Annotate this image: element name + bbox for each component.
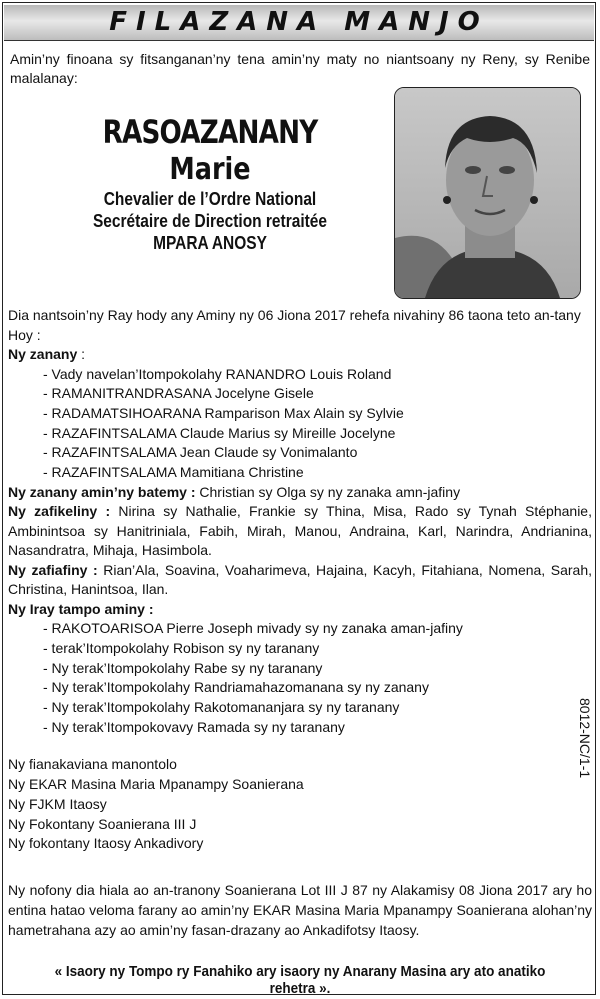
deceased-title-3: MPARA ANOSY — [153, 233, 267, 253]
list-item: Ny fokontany Itaosy Ankadivory — [8, 835, 204, 852]
children-list — [8, 365, 592, 483]
godchildren-text: Christian sy Olga sy ny zanaka amn-jafiny — [195, 483, 461, 500]
list-item: - Ny terak’Itompokovavy Ramada sy ny taranany — [43, 718, 345, 735]
banner — [4, 5, 594, 41]
children-label: Ny zanany — [8, 346, 78, 362]
banner-title: FILAZANA MANJO — [109, 7, 489, 37]
grandchildren-label: Ny zafikeliny : — [8, 503, 111, 520]
portrait-photo — [394, 87, 581, 299]
godchildren-label: Ny zanany amin’ny batemy : — [8, 483, 196, 500]
grandchildren-text: Nirina sy Nathalie, Frankie sy Thina, Misa, Rado sy Tynah Stéphanie, Ambinintsoa sy Hanitriniala, Fabih, Mirah, Manou, Andraina, Karl, Narindra, Andrianina, Nasandratra, Mihaja, Hasimbola. — [8, 503, 592, 559]
deceased-title-2: Secrétaire de Direction retraitée — [92, 211, 328, 231]
great-grandchildren-paragraph — [8, 561, 592, 600]
children-heading — [8, 345, 592, 365]
list-item: - RAKOTOARISOA Pierre Joseph mivady sy ny zanaka aman-jafiny — [43, 620, 463, 637]
grandchildren-paragraph — [8, 502, 592, 561]
great-grandchildren-label: Ny zafiafiny : — [8, 561, 98, 578]
portrait-image — [395, 88, 580, 298]
list-item: - terak’Itompokolahy Robison sy ny taranany — [43, 639, 320, 656]
list-item: Ny Fokontany Soanierana III J — [8, 815, 197, 832]
list-item: - Ny terak’Itompokolahy Rakotomananjara sy ny taranany — [43, 699, 400, 716]
closing-paragraph: Ny nofony dia hiala ao an-tranony Soanierana Lot III J 87 ny Alakamisy 08 Jiona 2017 ary ho entina hatao veloma farany ao amin’ny EKAR Masina Maria Mpanampy Soanierana alohan’ny hametrahana azy ao amin’ny fasan-drazany ao Ankadifotsy Itaosy. — [8, 882, 592, 938]
list-item: - RAZAFINTSALAMA Claude Marius sy Mireille Jocelyne — [43, 424, 396, 441]
intro-text: Amin’ny finoana sy fitsanganan’ny tena amin’ny maty no niantsoany ny Reny, sy Renibe malalanay: — [10, 51, 590, 86]
godchildren-paragraph — [8, 483, 592, 503]
list-item: - Vady navelan’Itompokolahy RANANDRO Louis Roland — [43, 365, 392, 382]
announcement: Dia nantsoin’ny Ray hody any Aminy ny 06 Jiona 2017 rehefa nivahiny 86 taona teto an-tany — [8, 307, 581, 323]
hoy-label: Hoy : — [8, 326, 41, 343]
list-item: - Ny terak’Itompokolahy Randriamahazomanana sy ny zanany — [43, 679, 429, 696]
list-item: - RAZAFINTSALAMA Mamitiana Christine — [43, 464, 304, 481]
side-reference — [575, 700, 595, 780]
list-item: Ny FJKM Itaosy — [8, 795, 107, 812]
others-list — [8, 755, 592, 854]
list-item: Ny EKAR Masina Maria Mpanampy Soanierana — [8, 776, 304, 793]
deceased-title-1: Chevalier de l’Ordre National — [103, 189, 317, 209]
list-item: Ny fianakaviana manontolo — [8, 756, 177, 773]
siblings-list — [8, 619, 592, 737]
list-item: - Ny terak’Itompokolahy Rabe sy ny taranany — [43, 659, 323, 676]
children-suffix: : — [77, 346, 86, 362]
list-item: - RAZAFINTSALAMA Jean Claude sy Vonimalanto — [43, 444, 358, 461]
motto: « Isaory ny Tompo ry Fanahiko ary isaory ny Anarany Masina ary ato anatiko rehetra ». — [54, 963, 546, 997]
deceased-surname: RASOAZANANY — [102, 113, 318, 151]
list-item: - RAMANITRANDRASANA Jocelyne Gisele — [43, 385, 314, 402]
deceased-given-name: Marie — [169, 152, 251, 187]
siblings-label: Ny Iray tampo aminy : — [8, 600, 154, 617]
list-item: - RADAMATSIHOARANA Ramparison Max Alain sy Sylvie — [43, 404, 404, 421]
deceased-block — [45, 112, 375, 254]
notice-body — [8, 306, 592, 854]
great-grandchildren-text: Rian’Ala, Soavina, Voaharimeva, Hajaina, Kacyh, Fitahiana, Nomena, Sarah, Christina, Hanintsoa, Ilan. — [8, 561, 593, 598]
reference-code: 8012-NC/1-1 — [577, 698, 593, 779]
